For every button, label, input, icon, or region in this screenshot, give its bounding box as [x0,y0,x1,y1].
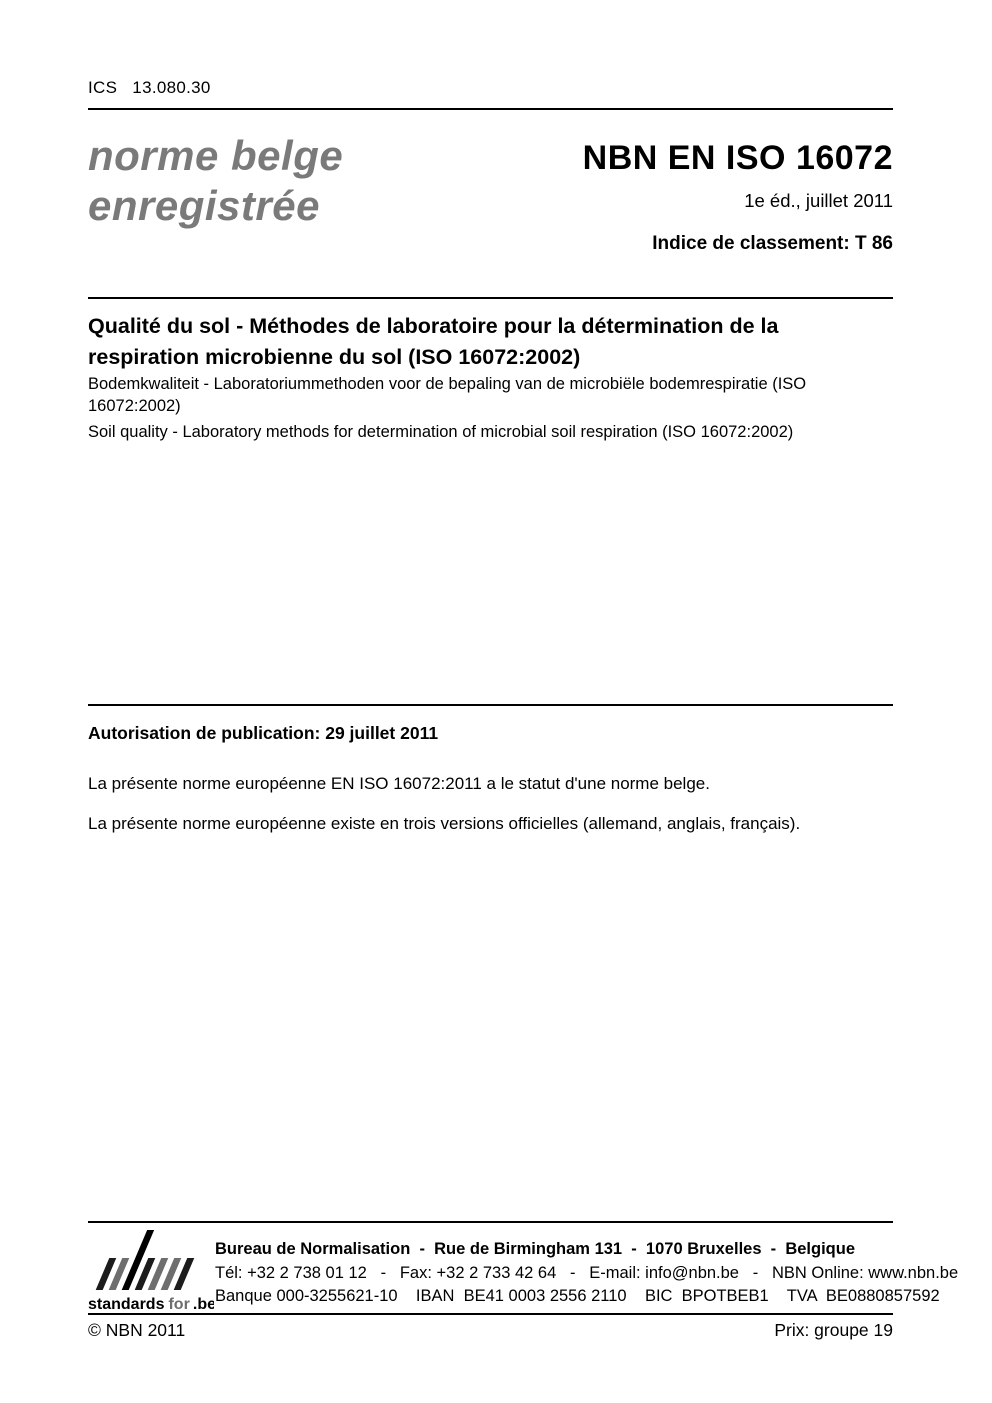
classification-index: Indice de classement: T 86 [652,233,893,254]
publisher-address-block [215,1238,958,1309]
header-right-block [583,139,893,255]
horizontal-rule-publication [88,704,893,706]
publisher-bank-info: Banque 000-3255621-10 IBAN BE41 0003 2556 2110 BIC BPOTBEB1 TVA BE0880857592 [215,1287,940,1305]
nbn-logo-strokes [96,1230,206,1290]
ics-code: ICS 13.080.30 [88,78,211,97]
document-number: NBN EN ISO 16072 [582,139,893,177]
nbn-logo [86,1228,214,1319]
page-footer [88,1320,893,1341]
horizontal-rule-publisher [88,1221,893,1223]
publisher-address: Bureau de Normalisation - Rue de Birmingham 131 - 1070 Bruxelles - Belgique [215,1240,856,1258]
versions-note: La présente norme européenne existe en trois versions officielles (allemand, anglais, français). [88,814,801,833]
title-dutch: Bodemkwaliteit - Laboratoriummethoden voor de bepaling van de microbiële bodemrespiratie (ISO 16072:2002) [88,375,807,415]
title-french: Qualité du sol - Méthodes de laboratoire pour la détermination de la respiration microbienne du sol (ISO 16072:2002) [88,314,779,369]
title-english: Soil quality - Laboratory methods for determination of microbial soil respiration (ISO 16072:2002) [88,423,794,441]
edition-date: 1e éd., juillet 2011 [744,190,893,211]
logo-tagline [88,1296,214,1313]
document-type-line1: norme belge [88,132,344,179]
publication-authorization: Autorisation de publication: 29 juillet 2011 [88,723,439,743]
copyright-notice: © NBN 2011 [88,1320,186,1340]
status-note: La présente norme européenne EN ISO 16072:2011 a le statut d'une norme belge. [88,774,710,793]
publisher-contact: Tél: +32 2 738 01 12 - Fax: +32 2 733 42 64 - E-mail: info@nbn.be - NBN Online: www.nbn.be [215,1263,959,1282]
document-type-heading [88,131,343,231]
horizontal-rule-header [88,297,893,299]
logo-tagline-standards: standards [88,1296,165,1313]
logo-tagline-be: .be [192,1296,214,1313]
horizontal-rule-footer [88,1313,893,1315]
logo-tagline-for: for [168,1296,189,1313]
horizontal-rule-top [88,108,893,110]
nbn-logo-graphic [86,1228,214,1314]
document-type-line2: enregistrée [88,182,320,229]
price-group: Prix: groupe 19 [774,1320,893,1340]
